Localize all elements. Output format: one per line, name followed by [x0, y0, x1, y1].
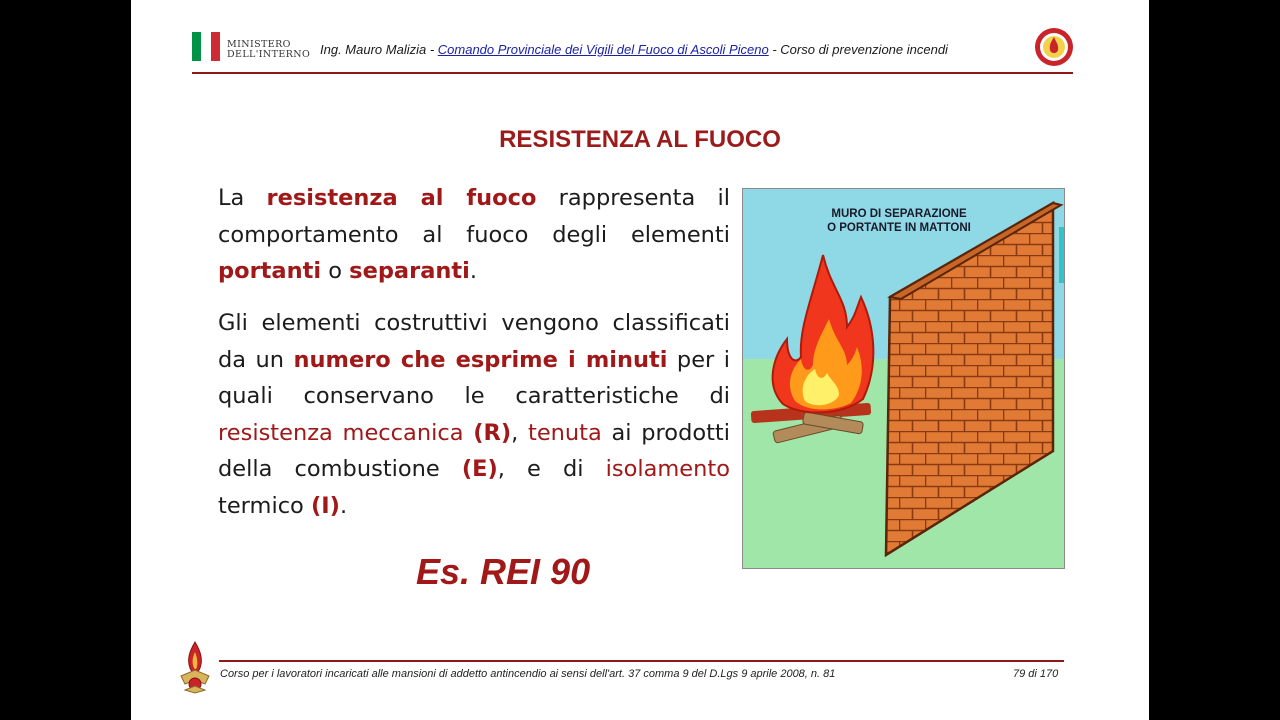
paragraph-definition: La resistenza al fuoco rappresenta il comportamento al fuoco degli elementi portanti o separanti. — [218, 185, 730, 284]
example-rei: Es. REI 90 — [416, 551, 591, 592]
header-rule — [192, 72, 1073, 74]
footer-course-text: Corso per i lavoratori incaricati alle mansioni di addetto antincendio ai sensi dell'art. 37 comma 9 del D.Lgs 9 aprile 2008, n. 81 — [220, 668, 836, 680]
header-caption — [320, 42, 948, 57]
header-author: Ing. Mauro Malizia - — [320, 42, 438, 57]
flame-emblem-icon — [177, 640, 213, 694]
italian-flag-icon — [192, 32, 220, 61]
vigili-del-fuoco-badge-icon — [1034, 27, 1074, 67]
illustration-caption-line1: MURO DI SEPARAZIONE — [831, 208, 967, 220]
page-number: 79 di 170 — [1013, 668, 1059, 680]
footer-rule — [219, 660, 1064, 662]
paragraph-classification: Gli elementi costruttivi vengono classificati da un numero che esprime i minuti per i quali conservano le caratteristiche di resistenza meccanica (R), tenuta ai prodotti della combustione (E), e di isolamento termico (I). — [218, 310, 731, 519]
ministry-logo-text: MINISTERO DELL'INTERNO — [227, 39, 311, 60]
illustration-caption-line2: O PORTANTE IN MATTONI — [827, 222, 971, 234]
brick-wall-illustration — [742, 188, 1065, 569]
header-course: - Corso di prevenzione incendi — [768, 42, 948, 57]
page-title: RESISTENZA AL FUOCO — [499, 126, 781, 153]
header-link[interactable]: Comando Provinciale dei Vigili del Fuoco di Ascoli Piceno — [437, 42, 769, 57]
slide — [131, 0, 1149, 720]
